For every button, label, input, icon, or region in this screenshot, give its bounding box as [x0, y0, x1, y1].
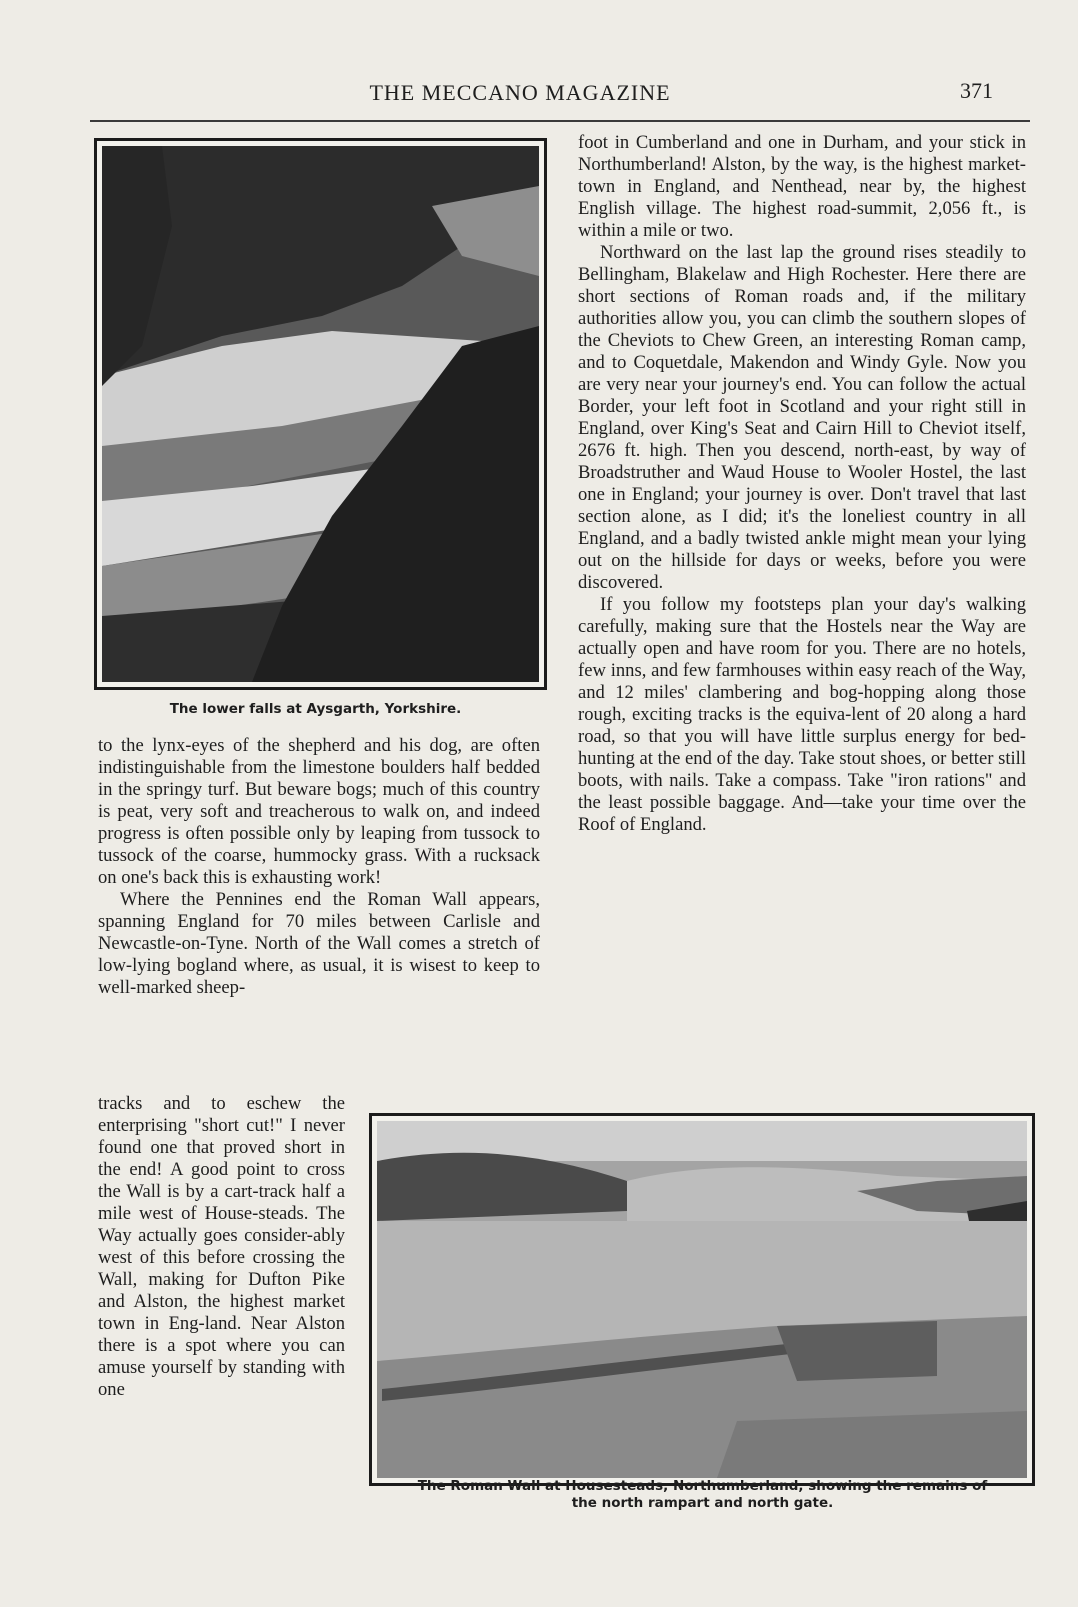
- falls-caption: The lower falls at Aysgarth, Yorkshire.: [169, 701, 462, 717]
- right-paragraph-3: If you follow my footsteps plan your day's walking carefully, making sure that the Hostels near the Way are actually open and have room for you. There are no hotels, few inns, and few farmhouses within easy reach of the Way, and 12 miles' clambering and bog-hopping along those rough, exciting tracks is the equiva-lent of 20 along a hard road, so that you will have little surplus energy for bed-hunting at the end of the day. Take stout shoes, or better still boots, with nails. Take a compass. Take "iron rations" and the least possible baggage. And—take your time over the Roof of England.: [578, 594, 1026, 835]
- left-paragraph-2-continued: tracks and to eschew the enterprising "short cut!" I never found one that proved short in the end! A good point to cross the Wall is by a cart-track half a mile west of House-steads. The Way actually goes consider-ably west of this before crossing the Wall, making for Dufton Pike and Alston, the highest market town in Eng-land. Near Alston there is a spot where you can amuse yourself by standing with one: [98, 1093, 345, 1400]
- falls-photo: [102, 146, 539, 682]
- wall-caption-line-1: The Roman Wall at Housesteads, Northumberland, showing the remains of: [417, 1478, 988, 1494]
- wall-photo: [377, 1121, 1027, 1478]
- left-paragraph-2: Where the Pennines end the Roman Wall appears, spanning England for 70 miles between Carlisle and Newcastle-on-Tyne. North of the Wall comes a stretch of low-lying bogland where, as usual, it is wisest to keep to well-marked sheep-: [98, 889, 540, 998]
- right-column: [578, 132, 1026, 836]
- left-column-narrow: [98, 1093, 345, 1401]
- left-column-main: [98, 735, 540, 999]
- header-rule: [90, 120, 1030, 122]
- right-paragraph-2: Northward on the last lap the ground rises steadily to Bellingham, Blakelaw and High Rochester. Here there are short sections of Roman roads and, if the military authorities allow you, you can climb the southern slopes of the Cheviots to Chew Green, an interesting Roman camp, and to Coquetdale, Makendon and Windy Gyle. Now you are very near your journey's end. You can follow the actual Border, your left foot in Scotland and your right still in England, over King's Seat and Cairn Hill to Cheviot itself, 2676 ft. high. Then you descend, north-east, by way of Broadstruther and Waud House to Wooler Hostel, the last one in England; your journey is over. Don't travel that last section alone, as I did; it's the loneliest country in all England, and a badly twisted ankle might mean your lying out on the hillside for days or weeks, before you were discovered.: [578, 242, 1026, 593]
- wall-photo-frame: [369, 1113, 1035, 1486]
- wall-caption: [370, 1478, 1035, 1512]
- left-paragraph-1: to the lynx-eyes of the shepherd and his dog, are often indistinguishable from the limestone boulders half bedded in the springy turf. But beware bogs; much of this country is peat, very soft and treacherous to walk on, and indeed progress is often possible only by leaping from tussock to tussock of the coarse, hummocky grass. With a rucksack on one's back this is exhausting work!: [98, 735, 540, 888]
- falls-photo-frame: [94, 138, 547, 690]
- wall-photo-shapes: [377, 1121, 1027, 1478]
- wall-caption-line-2: the north rampart and north gate.: [571, 1495, 834, 1511]
- running-head: THE MECCANO MAGAZINE: [369, 80, 671, 105]
- right-paragraph-1: foot in Cumberland and one in Durham, and your stick in Northumberland! Alston, by the way, is the highest market-town in England, and Nenthead, near by, the highest English village. The highest road-summit, 2,056 ft., is within a mile or two.: [578, 132, 1026, 241]
- page-number: 371: [960, 78, 993, 103]
- falls-photo-shapes: [102, 146, 539, 682]
